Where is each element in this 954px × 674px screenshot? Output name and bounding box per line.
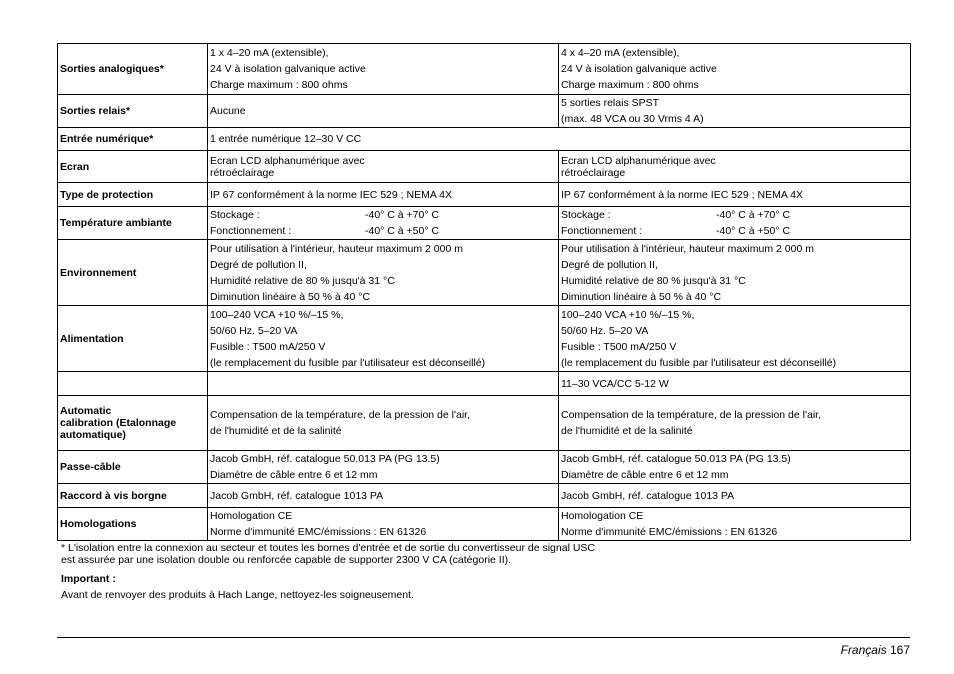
pair-value: -40° C à +50° C [365, 225, 440, 237]
row-label [58, 396, 208, 451]
value-line: Norme d'immunité EMC/émissions : EN 61326 [210, 526, 427, 538]
value-line: rétroéclairage [210, 166, 275, 179]
value-cell-col1 [208, 151, 559, 183]
row-label-line: Entrée numérique* [60, 133, 154, 145]
row-label-line: calibration (Etalonnage [60, 417, 177, 429]
value-cell-col1 [208, 44, 559, 95]
row-label [58, 372, 208, 396]
value-line: Jacob GmbH, réf. catalogue 1013 PA [561, 489, 735, 502]
value-line: Fusible : T500 mA/250 V [561, 340, 677, 353]
pair-key: Fonctionnement : [210, 225, 292, 237]
value-line: Jacob GmbH, réf. catalogue 50.013 PA (PG 13.5) [210, 453, 440, 465]
row-label [58, 95, 208, 128]
row-label-line: Passe-câble [60, 461, 121, 473]
row-label [58, 508, 208, 541]
value-cell-col2 [559, 451, 911, 484]
value-cell-col2 [559, 240, 911, 306]
row-label [58, 484, 208, 508]
value-line: Humidité relative de 80 % jusqu'à 31 °C [210, 274, 395, 287]
pair-key: Stockage : [210, 209, 260, 221]
value-cell-col2 [559, 207, 911, 240]
value-line: 11–30 VCA/CC 5-12 W [561, 377, 669, 390]
footnote-line-2: est assurée par une isolation double ou renforcée capable de supporter 2300 V CA (catégorie II). [61, 554, 512, 566]
value-cell-col2 [559, 151, 911, 183]
value-cell-col1 [208, 207, 559, 240]
row-label [58, 44, 208, 95]
table-row [58, 372, 911, 396]
value-cell-col1 [208, 240, 559, 306]
row-label [58, 240, 208, 306]
isolation-footnote [61, 542, 595, 566]
value-line: Homologation CE [561, 510, 644, 522]
value-cell-col2 [559, 183, 911, 207]
pair-value: -40° C à +50° C [716, 225, 791, 237]
value-line: Jacob GmbH, réf. catalogue 50.013 PA (PG 13.5) [561, 453, 791, 465]
row-label [58, 207, 208, 240]
table-row [58, 207, 911, 240]
row-label-line: automatique) [60, 429, 126, 441]
value-line: 24 V à isolation galvanique active [210, 63, 366, 75]
value-line: rétroéclairage [561, 166, 626, 179]
table-row [58, 240, 911, 306]
value-line: Compensation de la température, de la pression de l'air, [561, 409, 821, 421]
value-cell-col2 [559, 44, 911, 95]
value-line: de l'humidité et de la salinité [210, 425, 342, 437]
row-label-line: Type de protection [60, 188, 154, 201]
value-cell-col2 [559, 396, 911, 451]
value-line: Aucune [210, 105, 246, 117]
value-cell-col1 [208, 484, 559, 508]
value-cell-col1 [208, 95, 559, 128]
row-label-line: Homologations [60, 518, 137, 530]
value-cell-col1 [208, 183, 559, 207]
value-line: (max. 48 VCA ou 30 Vrms 4 A) [561, 113, 704, 125]
value-line: Diamètre de câble entre 6 et 12 mm [210, 469, 378, 481]
value-cell-col1 [208, 306, 559, 372]
value-line: Fusible : T500 mA/250 V [210, 340, 326, 353]
value-line: Homologation CE [210, 510, 293, 522]
row-label-line: Sorties relais* [60, 105, 131, 117]
row-label-line: Environnement [60, 266, 137, 279]
value-line: 1 x 4–20 mA (extensible), [210, 47, 329, 59]
table-row [58, 451, 911, 484]
value-cell-col2 [559, 306, 911, 372]
value-line: (le remplacement du fusible par l'utilisateur est déconseillé) [561, 356, 837, 369]
value-line: Diamètre de câble entre 6 et 12 mm [561, 469, 729, 481]
value-line: (le remplacement du fusible par l'utilisateur est déconseillé) [210, 356, 486, 369]
value-line: 24 V à isolation galvanique active [561, 63, 717, 75]
table-row [58, 508, 911, 541]
important-text: Avant de renvoyer des produits à Hach Lange, nettoyez-les soigneusement. [61, 589, 414, 601]
value-line: 50/60 Hz. 5–20 VA [561, 324, 649, 337]
value-line: Norme d'immunité EMC/émissions : EN 61326 [561, 526, 778, 538]
value-line: Humidité relative de 80 % jusqu'à 31 °C [561, 274, 746, 287]
value-cell-col2 [559, 484, 911, 508]
page-footer [841, 643, 910, 657]
value-line: Diminution linéaire à 50 % à 40 °C [210, 290, 371, 303]
value-cell-col1 [208, 372, 559, 396]
table-row [58, 484, 911, 508]
value-line: Ecran LCD alphanumérique avec [561, 154, 716, 167]
table-row [58, 306, 911, 372]
value-line: Degré de pollution II, [210, 258, 307, 271]
value-pair [210, 207, 556, 223]
table-row [58, 95, 911, 128]
value-line: Pour utilisation à l'intérieur, hauteur maximum 2 000 m [210, 242, 463, 255]
value-line: 50/60 Hz. 5–20 VA [210, 324, 298, 337]
value-line: 1 entrée numérique 12–30 V CC [210, 133, 362, 145]
value-line: de l'humidité et de la salinité [561, 425, 693, 437]
row-label-line: Sorties analogiques* [60, 63, 164, 75]
value-line: 4 x 4–20 mA (extensible), [561, 47, 680, 59]
value-line: Diminution linéaire à 50 % à 40 °C [561, 290, 722, 303]
table-row [58, 128, 911, 151]
table-row [58, 151, 911, 183]
row-label [58, 306, 208, 372]
row-label [58, 128, 208, 151]
row-label [58, 183, 208, 207]
table-row [58, 396, 911, 451]
footnote-line-1: * L'isolation entre la connexion au secteur et toutes les bornes d'entrée et de sortie du convertisseur de signal USC [61, 542, 595, 554]
row-label-line: Alimentation [60, 332, 124, 345]
value-pair [561, 223, 908, 239]
row-label-line: Automatic [60, 405, 112, 417]
value-cell-col2 [559, 372, 911, 396]
row-label-line: Température ambiante [60, 217, 172, 229]
value-line: Compensation de la température, de la pression de l'air, [210, 409, 470, 421]
important-heading: Important : [61, 573, 116, 585]
pair-key: Fonctionnement : [561, 225, 643, 237]
value-line: Jacob GmbH, réf. catalogue 1013 PA [210, 489, 384, 502]
value-line: 100–240 VCA +10 %/–15 %, [561, 308, 695, 321]
merged-value-cell [208, 128, 911, 151]
value-cell-col2 [559, 508, 911, 541]
value-cell-col1 [208, 396, 559, 451]
row-label-line: Ecran [60, 160, 90, 173]
value-line: 5 sorties relais SPST [561, 97, 660, 109]
value-line: Charge maximum : 800 ohms [210, 79, 348, 91]
value-pair [561, 207, 908, 223]
table-row [58, 183, 911, 207]
specifications-table [57, 43, 911, 541]
value-line: IP 67 conformément à la norme IEC 529 ; NEMA 4X [210, 188, 453, 201]
page-number: 167 [889, 643, 910, 657]
value-line: Ecran LCD alphanumérique avec [210, 154, 365, 167]
value-cell-col1 [208, 508, 559, 541]
value-line: 100–240 VCA +10 %/–15 %, [210, 308, 344, 321]
row-label [58, 151, 208, 183]
value-line: Charge maximum : 800 ohms [561, 79, 699, 91]
value-pair [210, 223, 556, 239]
table-row [58, 44, 911, 95]
row-label [58, 451, 208, 484]
footer-rule [57, 637, 910, 638]
pair-key: Stockage : [561, 209, 611, 221]
value-cell-col2 [559, 95, 911, 128]
footer-language: Français [840, 643, 887, 657]
pair-value: -40° C à +70° C [716, 209, 791, 221]
value-line: IP 67 conformément à la norme IEC 529 ; NEMA 4X [561, 188, 804, 201]
value-line: Pour utilisation à l'intérieur, hauteur maximum 2 000 m [561, 242, 814, 255]
row-label-line: Raccord à vis borgne [60, 489, 167, 502]
value-line: Degré de pollution II, [561, 258, 658, 271]
value-cell-col1 [208, 451, 559, 484]
pair-value: -40° C à +70° C [365, 209, 440, 221]
